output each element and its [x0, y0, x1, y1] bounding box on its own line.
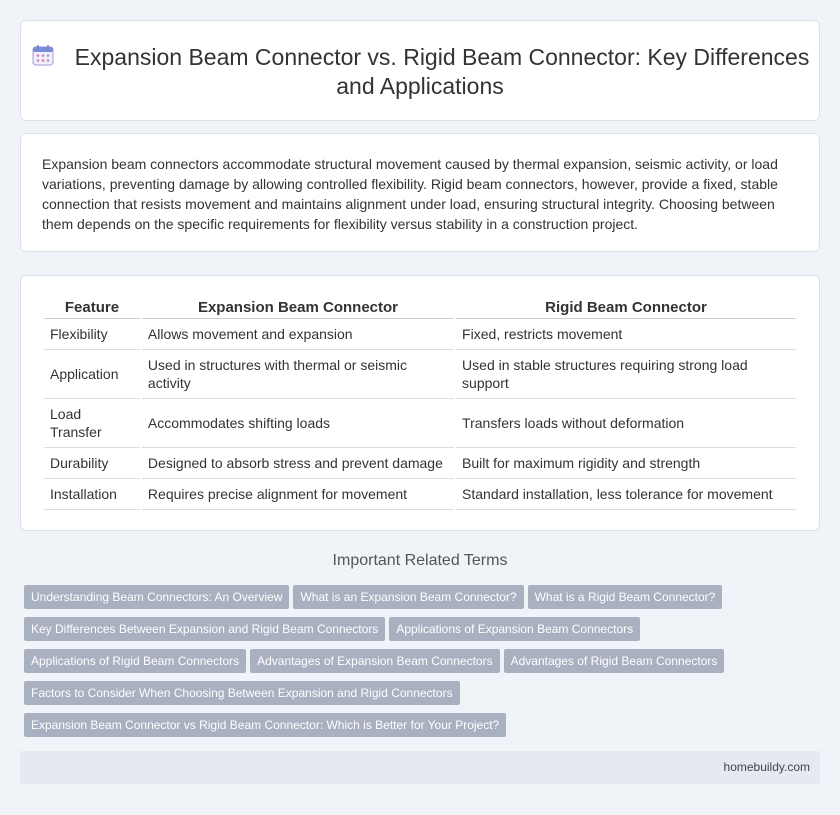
- expansion-cell: Designed to absorb stress and prevent damage: [142, 448, 454, 479]
- footer: [20, 751, 820, 784]
- related-term-tag[interactable]: Factors to Consider When Choosing Between Expansion and Rigid Connectors: [24, 681, 460, 705]
- expansion-cell: Accommodates shifting loads: [142, 399, 454, 448]
- related-term-tag[interactable]: Expansion Beam Connector vs Rigid Beam Connector: Which is Better for Your Project?: [24, 713, 506, 737]
- related-term-tag[interactable]: Applications of Expansion Beam Connectors: [389, 617, 640, 641]
- expansion-cell: Used in structures with thermal or seismic activity: [142, 350, 454, 399]
- header-card: [20, 20, 820, 121]
- rigid-cell: Standard installation, less tolerance for movement: [456, 479, 796, 510]
- related-term-tag[interactable]: Advantages of Expansion Beam Connectors: [250, 649, 499, 673]
- related-term-tag[interactable]: Understanding Beam Connectors: An Overview: [24, 585, 289, 609]
- intro-paragraph: Expansion beam connectors accommodate structural movement caused by thermal expansion, seismic activity, or load variations, preventing damage by allowing controlled flexibility. Rigid beam connectors, however, provide a fixed, stable connection that resists movement and maintains alignment under load, ensuring structural integrity. Choosing between them depends on the specific requirements for flexibility versus stability in a construction project.: [42, 156, 778, 232]
- related-terms-title: Important Related Terms: [332, 552, 508, 569]
- feature-cell: Installation: [44, 479, 140, 510]
- feature-cell: Application: [44, 350, 140, 399]
- intro-card: [20, 133, 820, 252]
- related-term-tag[interactable]: What is a Rigid Beam Connector?: [528, 585, 723, 609]
- related-term-tag[interactable]: What is an Expansion Beam Connector?: [293, 585, 523, 609]
- table-row: [44, 448, 796, 479]
- header-feature: Feature: [44, 295, 140, 319]
- expansion-cell: Allows movement and expansion: [142, 319, 454, 350]
- header-rigid: Rigid Beam Connector: [456, 295, 796, 319]
- feature-cell: Flexibility: [44, 319, 140, 350]
- related-terms-list: [24, 585, 824, 745]
- rigid-cell: Fixed, restricts movement: [456, 319, 796, 350]
- rigid-cell: Used in stable structures requiring strong load support: [456, 350, 796, 399]
- expansion-cell: Requires precise alignment for movement: [142, 479, 454, 510]
- comparison-table: [42, 295, 798, 510]
- calendar-icon: [31, 43, 55, 67]
- table-row: [44, 479, 796, 510]
- feature-cell: Load Transfer: [44, 399, 140, 448]
- related-term-tag[interactable]: Advantages of Rigid Beam Connectors: [504, 649, 725, 673]
- page-title: [21, 43, 819, 101]
- table-header-row: [44, 295, 796, 319]
- rigid-cell: Transfers loads without deformation: [456, 399, 796, 448]
- related-term-tag[interactable]: Key Differences Between Expansion and Rigid Beam Connectors: [24, 617, 385, 641]
- page-title-text: Expansion Beam Connector vs. Rigid Beam Connector: Key Differences and Applications: [74, 44, 810, 99]
- table-row: [44, 319, 796, 350]
- header-expansion: Expansion Beam Connector: [142, 295, 454, 319]
- related-term-tag[interactable]: Applications of Rigid Beam Connectors: [24, 649, 246, 673]
- table-row: [44, 399, 796, 448]
- rigid-cell: Built for maximum rigidity and strength: [456, 448, 796, 479]
- feature-cell: Durability: [44, 448, 140, 479]
- footer-site-link[interactable]: homebuildy.com: [723, 760, 810, 774]
- comparison-card: [20, 275, 820, 531]
- table-row: [44, 350, 796, 399]
